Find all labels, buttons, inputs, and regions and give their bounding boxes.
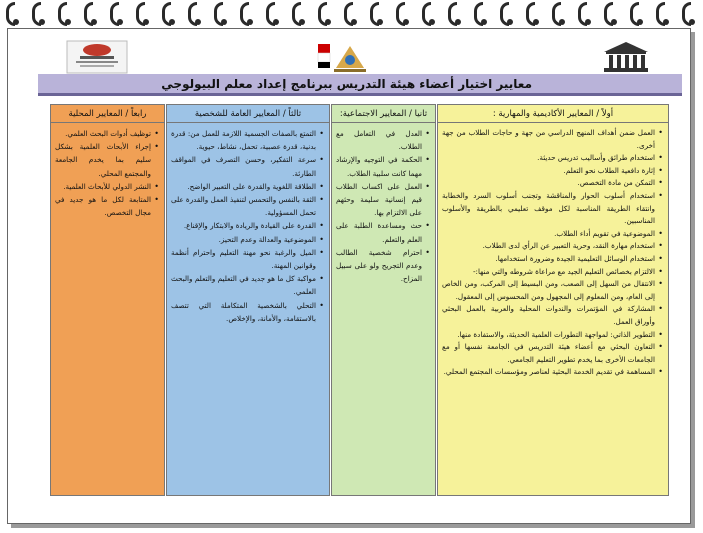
spiral-ring xyxy=(162,2,171,26)
local-criteria-column xyxy=(50,104,165,496)
criteria-item: • المتابعة لكل ما هو جديد في مجال التخصص. xyxy=(55,193,159,219)
spiral-ring xyxy=(292,2,301,26)
criteria-item: • الموضوعية والعدالة وعدم التحيز. xyxy=(171,233,324,246)
column-header: رابعاً / المعايير المحلية xyxy=(51,105,164,123)
spiral-ring xyxy=(84,2,93,26)
personal-criteria-column xyxy=(166,104,330,496)
spiral-ring xyxy=(6,2,15,26)
criteria-item: • الموضوعية في تقويم أداء الطلاب. xyxy=(442,228,663,241)
page-title: معايير اختيار أعضاء هيئة التدريس ببرنامج إعداد معلم البيولوجي xyxy=(161,77,532,91)
criteria-item: • حث ومساعدة الطلبة على العلم والتعلم. xyxy=(336,219,430,245)
criteria-list xyxy=(332,123,435,285)
criteria-item: • سرعة التفكير، وحسن التصرف في المواقف الطارئة. xyxy=(171,153,324,179)
criteria-item: • التمكن من مادة التخصص. xyxy=(442,177,663,190)
criteria-item: • توظيف أدوات البحث العلمي. xyxy=(55,127,159,140)
university-logo xyxy=(316,40,374,74)
faculty-logo xyxy=(66,40,128,74)
criteria-item: • الانتقال من السهل إلى الصعب، ومن البسيط إلى المركب، ومن الخاص إلى العام، ومن المعلوم إلى المجهول ومن المحسوس إلى المعقول. xyxy=(442,278,663,303)
spiral-ring xyxy=(136,2,145,26)
social-criteria-column xyxy=(331,104,436,496)
spiral-ring xyxy=(188,2,197,26)
spiral-ring xyxy=(604,2,613,26)
criteria-item: • التمتع بالصفات الجسمية اللازمة للعمل من: قدرة بدنية، قدرة عصبية، تحمل، نشاط، حيوية. xyxy=(171,127,324,153)
criteria-item: • التطوير الذاتي: لمواجهة التطورات العلمية الحديثة، والاستفادة منها. xyxy=(442,329,663,342)
column-header: ثالثاً / المعايير العامة للشخصية xyxy=(167,105,329,123)
criteria-item: • الحكمة في التوجيه والإرشاد مهما كانت سلبية الطلاب. xyxy=(336,153,430,179)
criteria-item: • الثقة بالنفس والتحمس لتنفيذ العمل والقدرة على تحمل المسؤولية. xyxy=(171,193,324,219)
spiral-ring xyxy=(58,2,67,26)
spiral-ring xyxy=(474,2,483,26)
column-header: أولاً / المعايير الأكاديمية والمهارية : xyxy=(438,105,668,123)
criteria-item: • استخدام أسلوب الحوار والمناقشة وتجنب أسلوب السرد والخطابة وانتقاء الطريقة المناسبة لكل موقف تعليمي بالطريقة والأسلوب المناسبين. xyxy=(442,190,663,228)
criteria-item: • المشاركة في المؤتمرات والندوات المحلية والعربية بالعمل البحثي وأوراق العمل. xyxy=(442,303,663,328)
spiral-ring xyxy=(318,2,327,26)
criteria-item: • إجراء الأبحاث العلمية بشكل سليم بما يخدم الجامعة والمجتمع المحلي. xyxy=(55,140,159,180)
spiral-ring xyxy=(370,2,379,26)
spiral-ring xyxy=(656,2,665,26)
spiral-ring xyxy=(240,2,249,26)
criteria-item: • التحلي بالشخصية المتكاملة التي تتصف بالاستقامة، والأمانة، والإخلاص. xyxy=(171,299,324,325)
criteria-item: • استخدام مهارة النقد، وحرية التعبير عن الرأي لدى الطلاب. xyxy=(442,240,663,253)
spiral-ring xyxy=(630,2,639,26)
spiral-ring xyxy=(578,2,587,26)
spiral-ring xyxy=(682,2,691,26)
criteria-list xyxy=(438,123,668,379)
criteria-item: • الطلاقة اللغوية والقدرة على التعبير الواضح. xyxy=(171,180,324,193)
column-header: ثانيا / المعايير الاجتماعية: xyxy=(332,105,435,123)
spiral-ring xyxy=(344,2,353,26)
spiral-ring xyxy=(526,2,535,26)
spiral-ring xyxy=(396,2,405,26)
criteria-item: • المساهمة في تقديم الخدمة البحثية لعناصر ومؤسسات المجتمع المحلي. xyxy=(442,366,663,379)
criteria-item: • الالتزام بخصائص التعليم الجيد مع مراعاة شروطه والتي منها:- xyxy=(442,266,663,279)
criteria-item: • العدل في التعامل مع الطلاب. xyxy=(336,127,430,153)
criteria-item: • مواكبة كل ما هو جديد في التعليم والتعلم والبحث العلمي. xyxy=(171,272,324,298)
criteria-item: • احترام شخصية الطالب وعدم التجريح ولو على سبيل المزاح. xyxy=(336,246,430,286)
spiral-ring xyxy=(448,2,457,26)
criteria-list xyxy=(51,123,164,219)
spiral-ring xyxy=(552,2,561,26)
criteria-item: • العمل على اكساب الطلاب قيم إنسانية سليمة وحثهم على الالتزام بها. xyxy=(336,180,430,220)
spiral-ring xyxy=(110,2,119,26)
criteria-item: • النشر الدولي للأبحاث العلمية. xyxy=(55,180,159,193)
spiral-ring xyxy=(32,2,41,26)
criteria-item: • إثارة دافعية الطلاب نحو التعلم. xyxy=(442,165,663,178)
criteria-item: • التعاون البحثي مع أعضاء هيئة التدريس في الجامعة نفسها أو مع الجامعات الأخرى بما يخدم تطوير التعليم الجامعي. xyxy=(442,341,663,366)
academic-criteria-column xyxy=(437,104,669,496)
title-bar xyxy=(38,74,682,96)
spiral-ring xyxy=(422,2,431,26)
criteria-item: • القدرة على القيادة والريادة والابتكار والإقناع. xyxy=(171,219,324,232)
college-building-logo xyxy=(600,40,652,74)
spiral-ring xyxy=(500,2,509,26)
criteria-list xyxy=(167,123,329,325)
criteria-item: • استخدام الوسائل التعليمية الجيدة وضرورة استخدامها. xyxy=(442,253,663,266)
spiral-ring xyxy=(266,2,275,26)
criteria-item: • العمل ضمن أهداف المنهج الدراسي من جهة و حاجات الطلاب من جهة أخرى. xyxy=(442,127,663,152)
spiral-ring xyxy=(214,2,223,26)
criteria-item: • الميل والرغبة نحو مهنة التعليم واحترام أنظمة وقوانين المهنة. xyxy=(171,246,324,272)
criteria-item: • استخدام طرائق وأساليب تدريس حديثة. xyxy=(442,152,663,165)
